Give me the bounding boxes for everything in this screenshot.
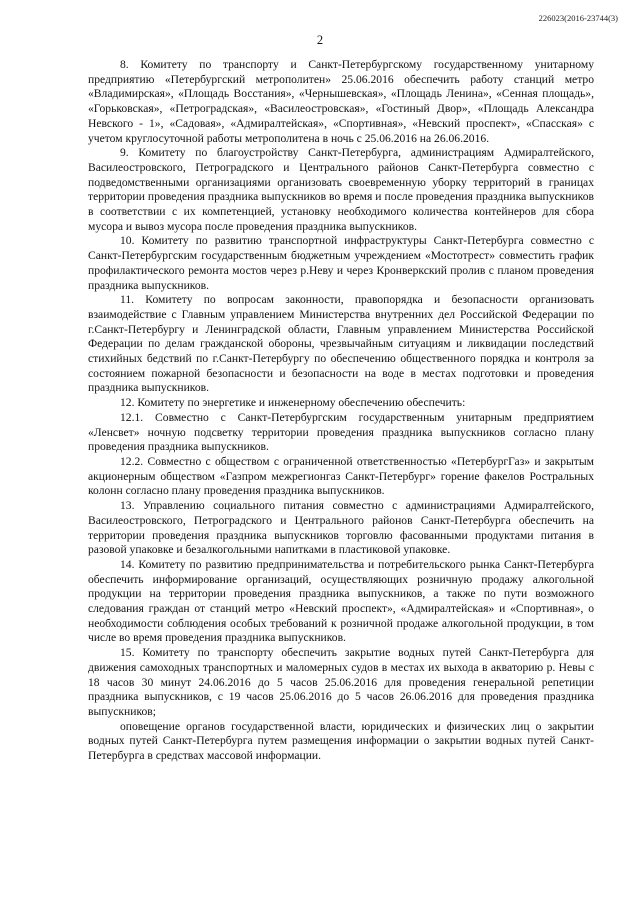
- paragraph-item-14: 14. Комитету по развитию предпринимательства и потребительского рынка Санкт-Петербурга обеспечить информирование организаций, осуществляющих розничную продажу алкогольной продукции на территории проведения праздника выпускников, а также по пути возможного следования граждан от станций метро «Невский проспект», «Адмиралтейская» и «Спортивная», о необходимости соблюдения особых требований к розничной продаже алкогольной продукции, в том числе во время проведения праздника выпускников.: [88, 557, 594, 645]
- paragraph-item-8: 8. Комитету по транспорту и Санкт-Петербургскому государственному унитарному предприятию «Петербургский метрополитен» 25.06.2016 обеспечить работу станций метро «Владимирская», «Площадь Восстания», «Чернышевская», «Площадь Ленина», «Сенная площадь», «Горьковская», «Петроградская», «Василеостровская», «Гостиный Двор», «Площадь Александра Невского - 1», «Садовая», «Адмиралтейская», «Спортивная», «Невский проспект», «Спасская» с учетом круглосуточной работы метрополитена в ночь с 25.06.2016 на 26.06.2016.: [88, 58, 594, 145]
- document-id: 226023(2016-23744(3): [538, 13, 618, 23]
- paragraph-item-15: 15. Комитету по транспорту обеспечить закрытие водных путей Санкт-Петербурга для движения самоходных транспортных и маломерных судов в местах их выхода в акваторию р. Невы с 18 часов 30 минут 24.06.2016 до 5 часов 25.06.2016 для проведения генеральной репетиции праздника выпускников, с 19 часов 25.06.2016 до 5 часов 26.06.2016 для проведения праздника выпускников;: [88, 646, 594, 718]
- paragraph-item-10: 10. Комитету по развитию транспортной инфраструктуры Санкт-Петербурга совместно с Санкт-Петербургским государственным бюджетным учреждением «Мостотрест» совместить график профилактического ремонта мостов через р.Неву и через Кронверкский пролив с планом проведения праздника выпускников.: [88, 234, 594, 292]
- paragraph-item-15-continuation: оповещение органов государственной власти, юридических и физических лиц о закрытии водных путей Санкт-Петербурга путем размещения информации о закрытии водных путей Санкт-Петербурга в средствах массовой информации.: [88, 719, 594, 763]
- paragraph-item-9: 9. Комитету по благоустройству Санкт-Петербурга, администрациям Адмиралтейского, Василеостровского, Петроградского и Центрального районов Санкт-Петербурга совместно с подведомственными организациями организовать своевременную уборку территорий в границах территории проведения праздника выпускников во время и после проведения праздника выпускников в соответствии с их компетенцией, установку необходимого количества контейнеров для сбора мусора и вывоз мусора после проведения праздника выпускников.: [88, 146, 594, 233]
- page-number: 2: [316, 33, 324, 47]
- paragraph-item-13: 13. Управлению социального питания совместно с администрациями Адмиралтейского, Василеостровского, Петроградского и Центрального районов Санкт-Петербурга обеспечить на территории проведения праздника выпускников торговлю фасованными продуктами питания в разовой упаковке и безалкогольными напитками в пластиковой упаковке.: [88, 499, 594, 557]
- document-body: [88, 58, 594, 764]
- paragraph-item-11: 11. Комитету по вопросам законности, правопорядка и безопасности организовать взаимодействие с Главным управлением Министерства внутренних дел Российской Федерации по г.Санкт-Петербургу и Ленинградской области, Главным управлением Министерства Российской Федерации по делам гражданской обороны, чрезвычайным ситуациям и ликвидации последствий стихийных бедствий по г.Санкт-Петербургу по обеспечению общественного порядка и контроля за состоянием пожарной безопасности и безопасности на воде в местах подготовки и проведения праздника выпускников.: [88, 293, 594, 395]
- paragraph-item-12-2: 12.2. Совместно с обществом с ограниченной ответственностью «ПетербургГаз» и закрытым акционерным обществом «Газпром межрегионгаз Санкт-Петербург» горение факелов Ростральных колонн согласно плану проведения праздника выпускников.: [88, 454, 594, 498]
- paragraph-item-12: 12. Комитету по энергетике и инженерному обеспечению обеспечить:: [120, 396, 466, 410]
- paragraph-item-12-1: 12.1. Совместно с Санкт-Петербургским государственным унитарным предприятием «Ленсвет» ночную подсветку территории проведения праздника выпускников согласно плану проведения праздника выпускников.: [88, 410, 594, 454]
